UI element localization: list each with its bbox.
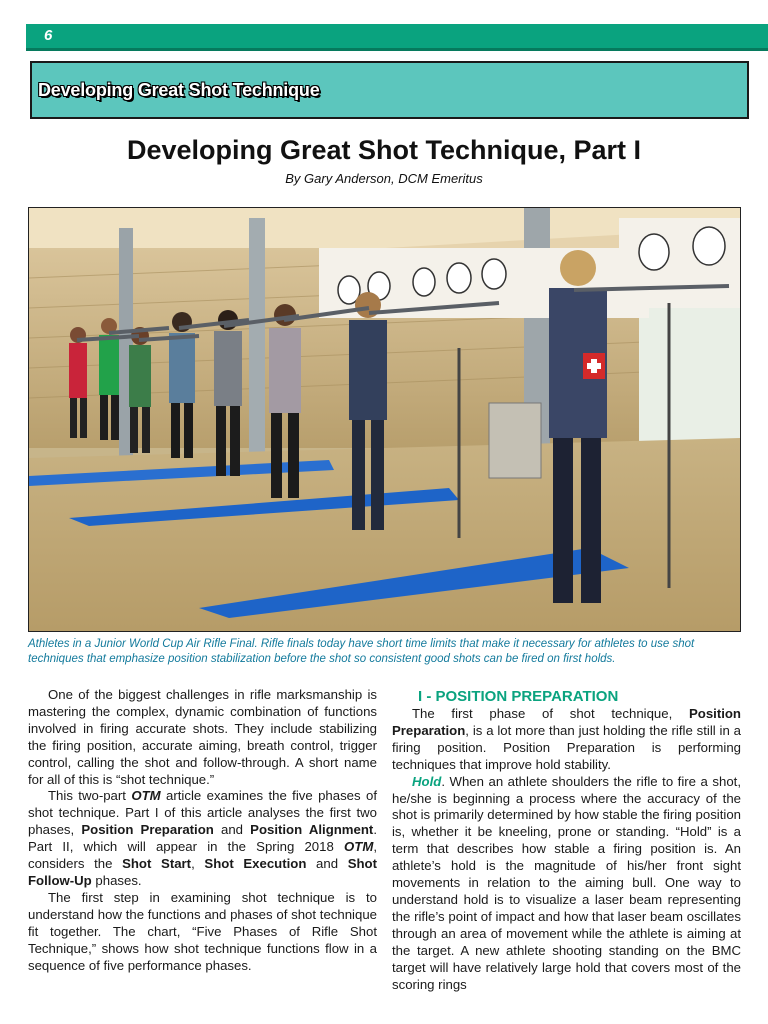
section-title: Developing Great Shot Technique — [38, 80, 320, 100]
paragraph: One of the biggest challenges in rifle marksmanship is mastering the complex, dynamic combination of functions involved in firing accurate shots. They include stabilizing the firing position, accurate aiming, breath control, trigger control, calling the shot and follow-through. A short name for all of this is “shot technique.” — [28, 687, 377, 787]
pillar — [249, 218, 265, 488]
term-shot-follow-up: Shot Follow-Up — [28, 856, 378, 888]
text-run: , is a lot more than just holding the rifle still in a firing position. Position Preparation is performing techniques that improve hold stability. — [392, 722, 741, 772]
section-banner — [30, 61, 749, 119]
photo-caption: Athletes in a Junior World Cup Air Rifle Final. Rifle finals today have short time limits that make it necessary for athletes to use shot techniques that emphasize position stabilization before the shot so consistent good shots can be fired on first holds. — [28, 638, 695, 665]
target-panel — [619, 218, 740, 308]
shooting-range-photo — [28, 207, 741, 632]
paragraph — [392, 774, 741, 994]
paragraph: The first step in examining shot technique is to understand how the functions and phases of shot technique fit together. The chart, “Five Phases of Rifle Shot Technique,” shows how shot technique functions flow in a sequence of five performance phases. — [28, 889, 377, 973]
paragraph — [28, 788, 377, 889]
section-heading: I - POSITION PREPARATION — [418, 688, 619, 705]
text-run: . When an athlete shoulders the rifle to fire a shot, he/she is beginning a process where the accuracy of the shot is primarily determined by how stable the firing position is, whether it be kneeling, prone or standing. “Hold” is a term that describes how stable a firing position is. An athlete’s hold is the magnitude of his/her front sight movements in relation to the aiming bull. One way to understand hold is to visualize a laser beam representing the rifle’s point of impact and how that laser beam oscillates through an area of movement while the athlete is aiming at the target. A new athlete shooting standing on the BMC target will have relatively large hold that covers most of the scoring rings — [392, 773, 741, 992]
otm-emphasis: OTM — [131, 788, 161, 804]
term-position-alignment: Position Alignment — [250, 822, 374, 838]
text-run: , — [191, 856, 205, 872]
text-run: and — [213, 822, 251, 838]
term-position-preparation: Position Preparation — [392, 706, 741, 738]
text-run: phases. — [91, 872, 142, 888]
run-in-hold: Hold — [412, 773, 442, 789]
term-shot-execution: Shot Execution — [204, 856, 307, 872]
text-run: and — [306, 856, 348, 872]
term-position-preparation: Position Preparation — [81, 822, 214, 838]
term-shot-start: Shot Start — [122, 856, 192, 872]
page-number: 6 — [44, 27, 53, 44]
body-column-right — [392, 688, 741, 993]
paragraph — [392, 706, 741, 774]
article-title: Developing Great Shot Technique, Part I — [126, 135, 642, 165]
equipment-box — [489, 403, 541, 478]
text-run: article examines the five phases of shot technique. Part I of this article analyses the first two phases, — [28, 788, 377, 838]
top-color-band — [26, 24, 768, 51]
otm-emphasis: OTM — [344, 839, 374, 855]
shooting-range-illustration — [29, 208, 740, 631]
article-byline: By Gary Anderson, DCM Emeritus — [285, 171, 483, 186]
text-run: . Part II, which will appear in the Spring 2018 — [28, 822, 377, 855]
text-run: , considers the — [28, 839, 377, 872]
text-run: This two-part — [48, 788, 132, 804]
text-run: The first phase of shot technique, — [412, 706, 689, 721]
floor — [29, 438, 740, 631]
body-column-left — [28, 687, 377, 974]
